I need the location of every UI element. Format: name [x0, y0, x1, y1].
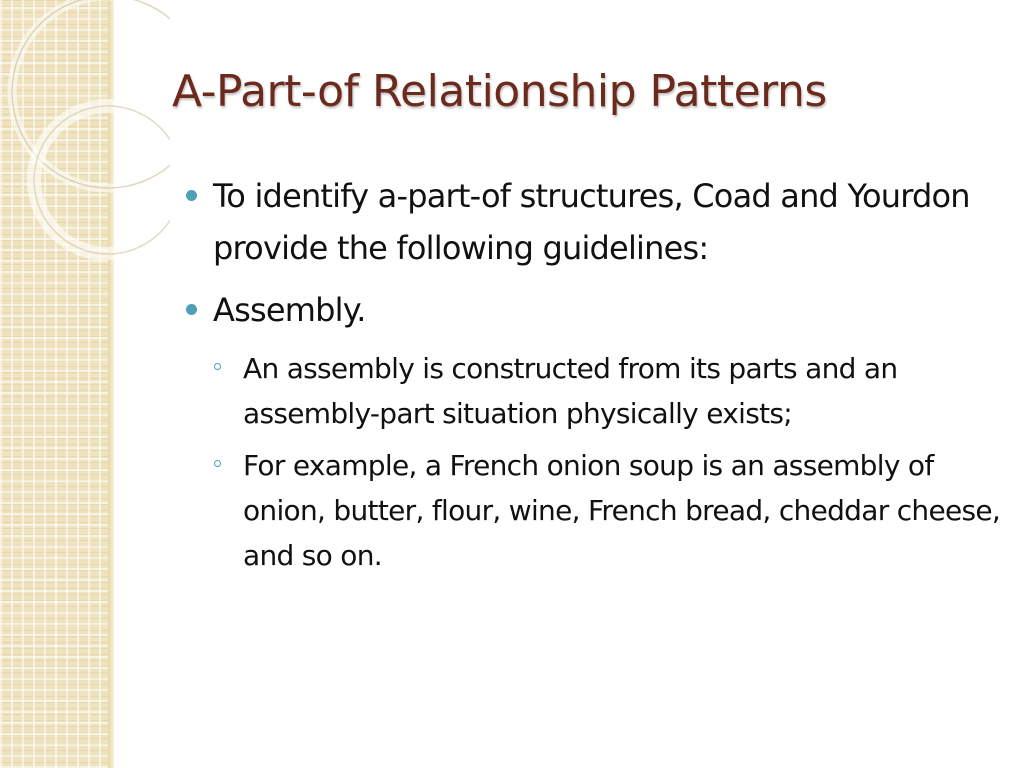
- decorative-circles: [0, 0, 170, 260]
- sub-bullet-text: For example, a French onion soup is an assembly of onion, butter, flour, wine, French bread, cheddar cheese, and so on.: [243, 449, 1001, 572]
- bullet-dot-icon: [186, 304, 197, 315]
- bullet-dot-icon: [186, 190, 197, 201]
- sub-bullet-item: [214, 346, 1001, 436]
- sub-bullet-ring-icon: [214, 363, 221, 370]
- sub-bullet-text: An assembly is constructed from its parts and an assembly-part situation physically exists;: [243, 352, 898, 430]
- bullet-text: To identify a-part-of structures, Coad and Yourdon provide the following guidelines:: [213, 177, 970, 267]
- sub-bullet-ring-icon: [214, 460, 221, 467]
- slide-body: [186, 170, 1001, 585]
- bullet-item: [186, 170, 1001, 274]
- slide-title: A-Part-of Relationship Patterns: [172, 66, 827, 117]
- bullet-item: [186, 284, 1001, 336]
- bullet-text: Assembly.: [213, 291, 366, 329]
- sub-bullet-item: [214, 443, 1001, 578]
